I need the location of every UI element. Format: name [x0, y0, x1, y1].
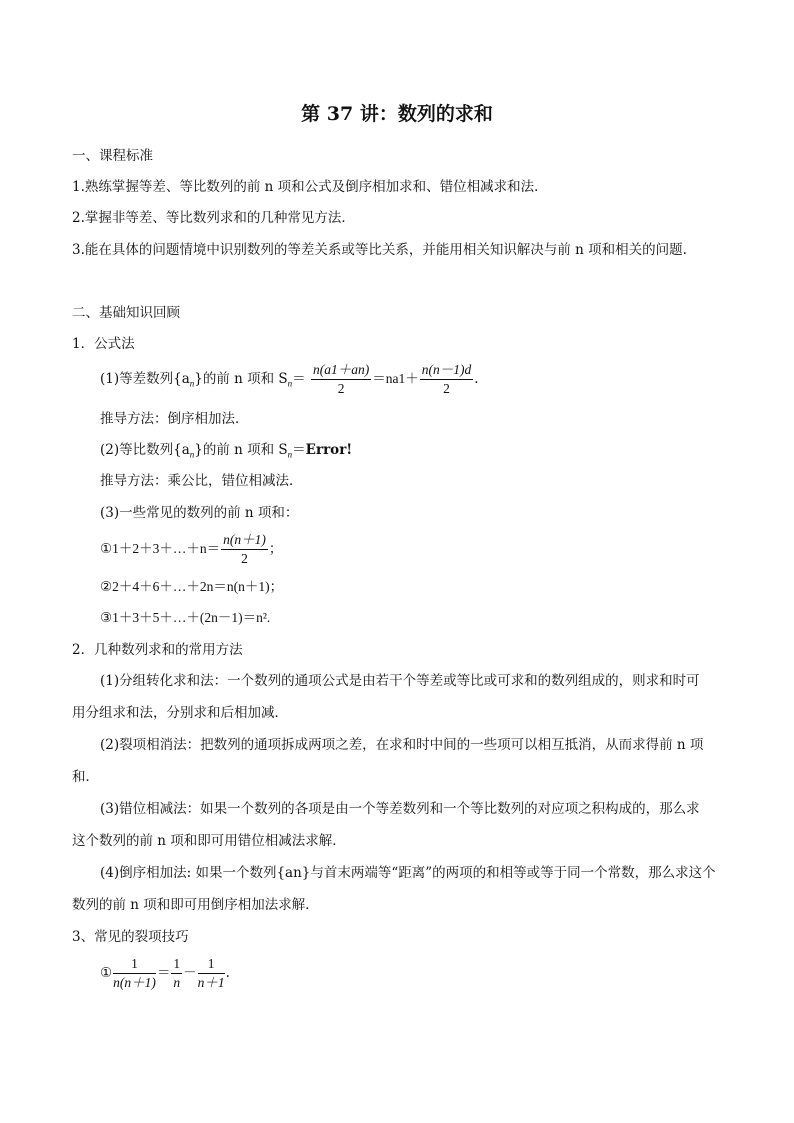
arith-mid: }的前 n 项和 S	[194, 371, 288, 387]
geometric-sum-formula	[100, 440, 352, 465]
arith-derivation-method: 推导方法：倒序相加法．	[100, 411, 249, 427]
arithmetic-sum-formula	[100, 360, 479, 403]
common-sums-heading: (3)一些常见的数列的前 n 项和：	[100, 505, 299, 521]
c1-den: 2	[241, 551, 248, 566]
common-sum-2: ②2＋4＋6＋…＋2n＝n(n＋1)；	[100, 579, 284, 594]
page-title: 第 37 讲：数列的求和	[301, 103, 493, 125]
section-heading-basic-knowledge: 二、基础知识回顾	[72, 305, 180, 321]
t1-b-den: n＋1	[197, 975, 225, 990]
geo-sub-2: n	[287, 449, 293, 460]
arith-sub-2: n	[287, 378, 293, 389]
geo-error: Error!	[305, 442, 353, 458]
t1-minus: －	[183, 965, 197, 980]
subheading-common-methods: 2．几种数列求和的常用方法	[72, 642, 243, 658]
common-sum-1	[100, 530, 282, 568]
t1-a-num: 1	[171, 955, 182, 974]
section-heading-course-standard: 一、课程标准	[72, 148, 153, 164]
arith-f1-num: n(a1＋an)	[311, 361, 371, 380]
arith-eq: ＝	[292, 371, 306, 387]
geo-mid: }的前 n 项和 S	[194, 442, 288, 458]
method-2-line-b: 和．	[72, 769, 99, 785]
method-4-line-b: 数列的前 n 项和即可用倒序相加法求解．	[72, 897, 319, 913]
t1-den: n(n＋1)	[113, 975, 156, 990]
subheading-split-techniques: 3、常见的裂项技巧	[72, 929, 189, 945]
standard-item-3: 3.能在具体的问题情境中识别数列的等差关系或等比关系，并能用相关知识解决与前 n 项和相关的问题.	[72, 242, 687, 258]
method-1-line-b: 用分组求和法，分别求和后相加减．	[72, 705, 288, 721]
geo-pre: (2)等比数列{a	[100, 442, 190, 458]
t1-fraction-a	[171, 955, 182, 992]
arith-pre: (1)等差数列{a	[100, 371, 190, 387]
t1-fraction-b	[198, 955, 225, 992]
geo-derivation-method: 推导方法：乘公比，错位相减法．	[100, 473, 303, 489]
arith-sub-1: n	[189, 378, 195, 389]
t1-num: 1	[113, 955, 156, 974]
t1-a-den: n	[173, 975, 181, 990]
arith-f3-den: 2	[443, 381, 450, 396]
c1-end: ；	[268, 541, 283, 557]
method-1-line-a: (1)分组转化求和法：一个数列的通项公式是由若干个等差或等比或可求和的数列组成的，则求和时可	[100, 673, 700, 689]
geo-eq: ＝	[292, 442, 306, 458]
t1-eq: ＝	[156, 965, 171, 980]
arith-f1-den: 2	[337, 381, 345, 396]
t1-fraction-main	[113, 955, 156, 992]
method-2-line-a: (2)裂项相消法：把数列的通项拆成两项之差，在求和时中间的一些项可以相互抵消，从而求得前 n 项	[100, 737, 704, 753]
standard-item-2: 2.掌握非等差、等比数列求和的几种常见方法．	[72, 210, 355, 226]
method-3-line-a: (3)错位相减法：如果一个数列的各项是由一个等差数列和一个等比数列的对应项之积构成的，那么求	[100, 801, 700, 817]
c1-num: n(n＋1)	[221, 531, 268, 550]
arith-fraction-2	[420, 361, 474, 398]
common-sum-3: ③1＋3＋5＋…＋(2n－1)＝n².	[100, 610, 271, 625]
method-4-line-a: (4)倒序相加法: 如果一个数列{an}与首末两端等“距离”的两项的和相等或等于同一个常数，那么求这个	[100, 865, 716, 881]
geo-sub-1: n	[189, 449, 195, 460]
method-3-line-b: 这个数列的前 n 项和即可用错位相减法求解．	[72, 833, 346, 849]
t1-end: .	[225, 965, 230, 981]
subheading-formula-method: 1．公式法	[72, 336, 135, 352]
arith-fraction-1	[311, 361, 371, 398]
arith-end: .	[474, 371, 479, 387]
arith-f2: ＝na1＋	[372, 371, 419, 386]
split-technique-1	[100, 954, 230, 992]
arith-f3-num: n(n－1)d	[420, 361, 474, 380]
c1-pre: ①1＋2＋3＋…＋n＝	[100, 541, 221, 556]
standard-item-1: 1.熟练掌握等差、等比数列的前 n 项和公式及倒序相加求和、错位相减求和法．	[72, 179, 548, 195]
t1-b-num: 1	[198, 955, 225, 974]
c1-fraction	[221, 531, 268, 568]
t1-pre: ①	[100, 965, 113, 981]
